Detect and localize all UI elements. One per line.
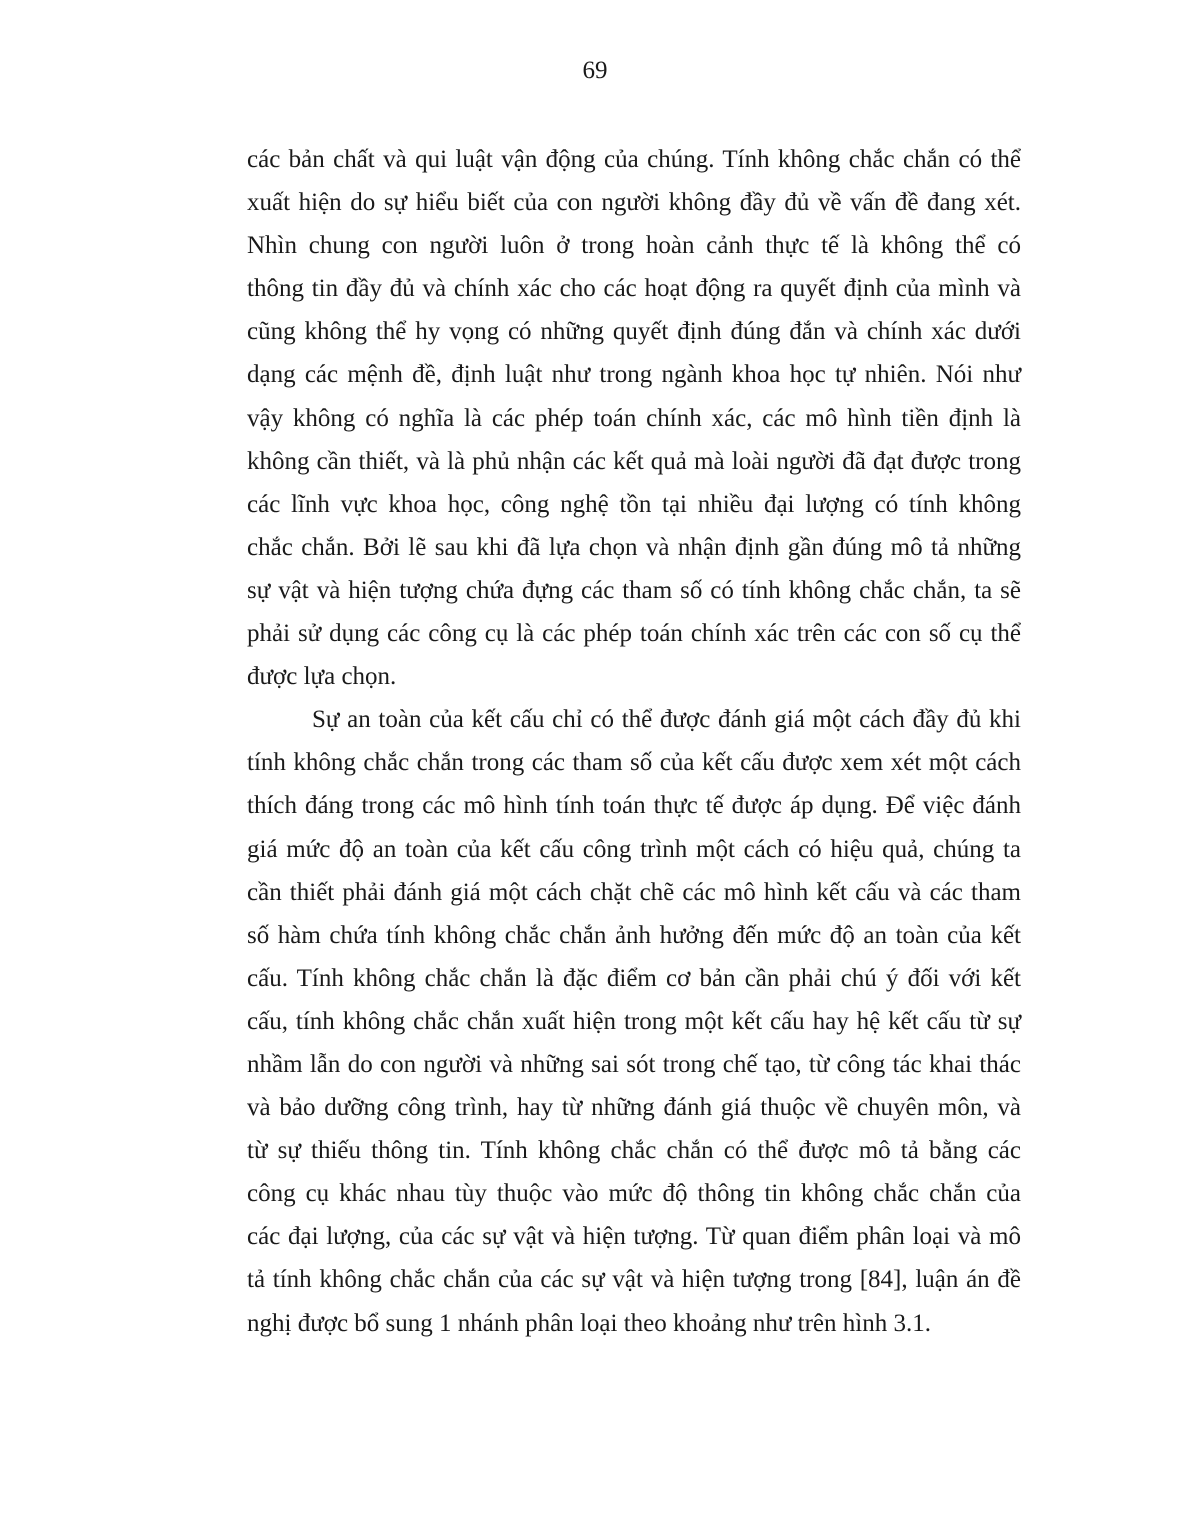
body-text xyxy=(247,138,1021,1345)
text-line: các bản chất và qui luật vận động của chúng. Tính không chắc chắn có thể xyxy=(247,146,1021,173)
text-line: tính không chắc chắn trong các tham số của kết cấu được xem xét một cách xyxy=(247,749,1021,777)
text-line: các lĩnh vực khoa học, công nghệ tồn tại nhiều đại lượng có tính không xyxy=(247,490,1021,518)
text-line: Nhìn chung con người luôn ở trong hoàn cảnh thực tế là không thể có xyxy=(247,232,1021,260)
text-line: cần thiết phải đánh giá một cách chặt chẽ các mô hình kết cấu và các tham xyxy=(247,878,1021,906)
text-line: xuất hiện do sự hiểu biết của con người không đầy đủ về vấn đề đang xét. xyxy=(247,189,1021,217)
text-line: và bảo dưỡng công trình, hay từ những đánh giá thuộc về chuyên môn, và xyxy=(247,1094,1021,1122)
page-number: 69 xyxy=(582,57,608,84)
paragraph xyxy=(247,698,1021,1344)
text-line: cũng không thể hy vọng có những quyết định đúng đắn và chính xác dưới xyxy=(247,318,1021,346)
text-line: cấu. Tính không chắc chắn là đặc điểm cơ bản cần phải chú ý đối với kết xyxy=(247,964,1021,992)
text-line: cấu, tính không chắc chắn xuất hiện trong một kết cấu hay hệ kết cấu từ sự xyxy=(247,1007,1021,1035)
text-line: từ sự thiếu thông tin. Tính không chắc chắn có thể được mô tả bằng các xyxy=(247,1137,1021,1165)
text-line: sự vật và hiện tượng chứa đựng các tham số có tính không chắc chắn, ta sẽ xyxy=(247,576,1021,604)
text-line: công cụ khác nhau tùy thuộc vào mức độ thông tin không chắc chắn của xyxy=(247,1180,1021,1208)
text-line: dạng các mệnh đề, định luật như trong ngành khoa học tự nhiên. Nói như xyxy=(247,361,1021,389)
text-line: nhầm lẫn do con người và những sai sót trong chế tạo, từ công tác khai thác xyxy=(247,1050,1021,1078)
text-line: số hàm chứa tính không chắc chắn ảnh hưởng đến mức độ an toàn của kết xyxy=(247,921,1021,949)
text-line: Sự an toàn của kết cấu chỉ có thể được đánh giá một cách đầy đủ khi xyxy=(312,706,1021,734)
text-line: không cần thiết, và là phủ nhận các kết quả mà loài người đã đạt được trong xyxy=(247,447,1021,475)
text-line: nghị được bổ sung 1 nhánh phân loại theo khoảng như trên hình 3.1. xyxy=(247,1309,931,1337)
text-line: các đại lượng, của các sự vật và hiện tượng. Từ quan điểm phân loại và mô xyxy=(247,1223,1021,1251)
paragraph xyxy=(247,138,1021,698)
text-line: được lựa chọn. xyxy=(247,663,397,691)
text-line: chắc chắn. Bởi lẽ sau khi đã lựa chọn và nhận định gần đúng mô tả những xyxy=(247,533,1021,561)
text-line: tả tính không chắc chắn của các sự vật và hiện tượng trong [84], luận án đề xyxy=(247,1266,1021,1294)
text-line: vậy không có nghĩa là các phép toán chính xác, các mô hình tiền định là xyxy=(247,404,1021,432)
text-line: thích đáng trong các mô hình tính toán thực tế được áp dụng. Để việc đánh xyxy=(247,792,1021,820)
text-line: thông tin đầy đủ và chính xác cho các hoạt động ra quyết định của mình và xyxy=(247,275,1021,303)
text-line: giá mức độ an toàn của kết cấu công trình một cách có hiệu quả, chúng ta xyxy=(247,835,1021,863)
text-line: phải sử dụng các công cụ là các phép toán chính xác trên các con số cụ thể xyxy=(247,620,1021,648)
